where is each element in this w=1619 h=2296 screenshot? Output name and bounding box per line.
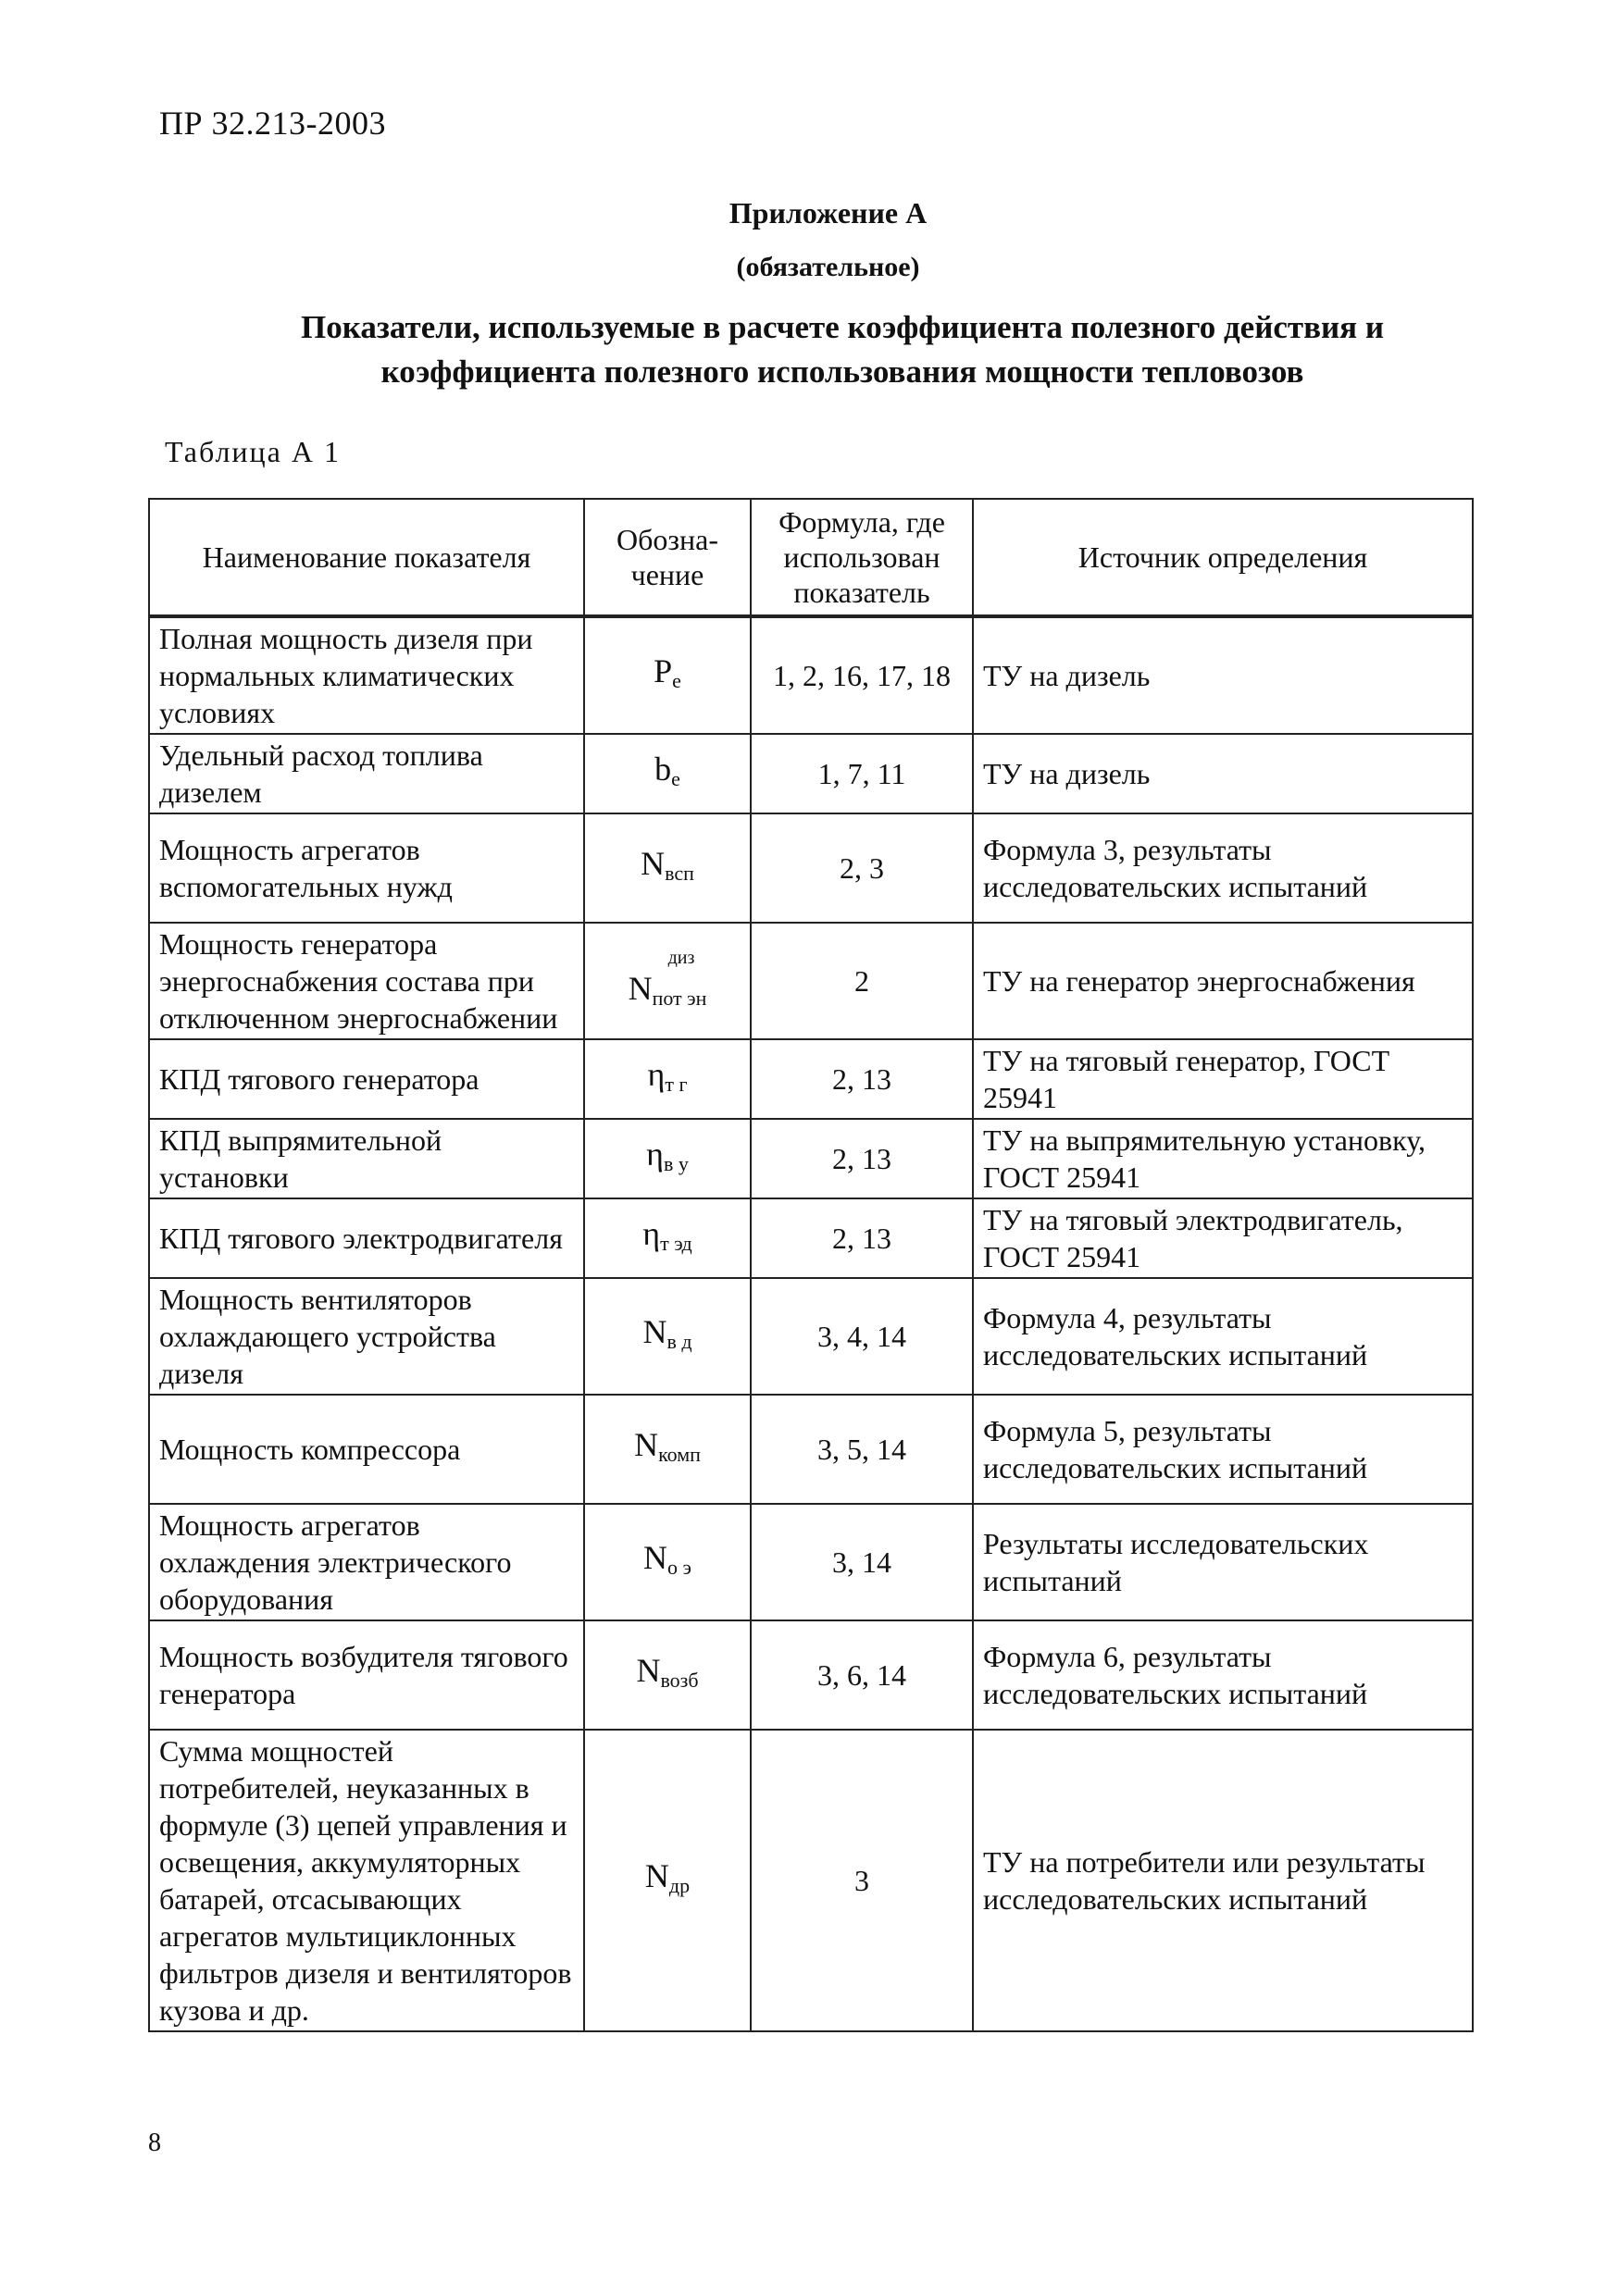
symbol-base: N — [642, 1312, 667, 1350]
symbol-base: N — [634, 1425, 659, 1463]
table-row — [149, 616, 1473, 734]
formula-refs: 3, 5, 14 — [751, 1395, 973, 1504]
symbol-base: N — [636, 1651, 661, 1689]
indicator-symbol — [584, 616, 751, 734]
indicator-name: Удельный расход топлива дизелем — [149, 734, 584, 813]
indicator-symbol — [584, 923, 751, 1039]
table-body — [149, 616, 1473, 2031]
symbol-expression — [654, 751, 680, 798]
source-definition: ТУ на тяговый генератор, ГОСТ 25941 — [973, 1039, 1473, 1119]
symbol-base: b — [654, 750, 672, 788]
source-definition: Формула 3, результаты исследовательских испытаний — [973, 813, 1473, 923]
indicator-name: Сумма мощностей потребителей, неуказанных в формуле (3) цепей управления и освещения, аккумуляторных батарей, отсасывающих агрегатов мультициклонных фильтров дизеля и вентиляторов кузова и др. — [149, 1730, 584, 2031]
symbol-subscript: т эд — [660, 1231, 692, 1255]
table-row — [149, 813, 1473, 923]
symbol-base: η — [642, 1214, 661, 1252]
symbol-expression — [634, 1426, 701, 1473]
symbol-subscript: возб — [660, 1668, 699, 1692]
symbol-subscript: в у — [663, 1151, 689, 1175]
symbol-base: N — [628, 969, 653, 1007]
table-row — [149, 1278, 1473, 1395]
symbol-expression — [642, 1215, 691, 1262]
indicator-symbol — [584, 1039, 751, 1119]
source-definition: ТУ на дизель — [973, 734, 1473, 813]
symbol-expression — [646, 1136, 689, 1183]
source-definition: ТУ на выпрямительную установку, ГОСТ 25941 — [973, 1119, 1473, 1198]
indicator-symbol — [584, 734, 751, 813]
symbol-base: P — [654, 652, 673, 689]
source-definition: Результаты исследовательских испытаний — [973, 1504, 1473, 1620]
symbol-subscript: e — [672, 668, 681, 692]
symbol-subscript: e — [671, 766, 680, 790]
formula-refs: 3, 6, 14 — [751, 1620, 973, 1730]
symbol-expression — [629, 946, 707, 1017]
table-row — [149, 923, 1473, 1039]
symbol-expression — [636, 1652, 698, 1699]
indicator-symbol — [584, 1620, 751, 1730]
symbol-subscript: всп — [665, 861, 694, 885]
formula-refs: 1, 7, 11 — [751, 734, 973, 813]
formula-refs: 2, 13 — [751, 1039, 973, 1119]
header-formula: Формула, где использован показатель — [751, 499, 973, 616]
symbol-subscript: т г — [665, 1072, 688, 1096]
indicator-name: КПД выпрямительной установки — [149, 1119, 584, 1198]
formula-refs: 2, 13 — [751, 1119, 973, 1198]
table-row — [149, 1620, 1473, 1730]
source-definition: Формула 5, результаты исследовательских испытаний — [973, 1395, 1473, 1504]
indicator-symbol — [584, 813, 751, 923]
header-symbol: Обозна-чение — [584, 499, 751, 616]
symbol-subscript: пот эн — [652, 986, 707, 1010]
indicator-symbol — [584, 1504, 751, 1620]
indicator-name: КПД тягового электродвигателя — [149, 1198, 584, 1278]
symbol-expression — [648, 1056, 688, 1103]
table-row — [149, 1039, 1473, 1119]
source-definition: ТУ на тяговый электродвигатель, ГОСТ 25941 — [973, 1198, 1473, 1278]
indicator-symbol — [584, 1278, 751, 1395]
table-row — [149, 1119, 1473, 1198]
formula-refs: 2, 3 — [751, 813, 973, 923]
symbol-expression — [643, 1539, 691, 1586]
formula-refs: 2, 13 — [751, 1198, 973, 1278]
indicator-name: Мощность генератора энергоснабжения состава при отключенном энергоснабжении — [149, 923, 584, 1039]
indicator-name: КПД тягового генератора — [149, 1039, 584, 1119]
page-number: 8 — [148, 2128, 161, 2157]
indicator-name: Мощность компрессора — [149, 1395, 584, 1504]
appendix-title: Приложение А — [729, 196, 928, 230]
symbol-base: N — [641, 844, 666, 882]
symbol-base: η — [647, 1055, 666, 1093]
appendix-status: (обязательное) — [736, 252, 920, 282]
table-row — [149, 1395, 1473, 1504]
header-name: Наименование показателя — [149, 499, 584, 616]
formula-refs: 3 — [751, 1730, 973, 2031]
table-row — [149, 1198, 1473, 1278]
source-definition: ТУ на дизель — [973, 616, 1473, 734]
indicator-symbol — [584, 1198, 751, 1278]
symbol-expression — [645, 1857, 690, 1905]
symbol-base: η — [646, 1135, 664, 1173]
formula-refs: 3, 4, 14 — [751, 1278, 973, 1395]
indicator-symbol — [584, 1119, 751, 1198]
symbol-base: N — [644, 1856, 669, 1894]
source-definition: Формула 4, результаты исследовательских испытаний — [973, 1278, 1473, 1395]
indicator-symbol — [584, 1395, 751, 1504]
symbol-subscript: о э — [667, 1555, 691, 1579]
table-caption: Таблица А 1 — [165, 435, 341, 468]
symbol-subscript: комп — [658, 1442, 701, 1466]
table-header-row — [149, 499, 1473, 616]
symbol-base: N — [643, 1538, 668, 1576]
indicator-name: Мощность возбудителя тягового генератора — [149, 1620, 584, 1730]
indicator-name: Полная мощность дизеля при нормальных климатических условиях — [149, 616, 584, 734]
header-source: Источник определения — [973, 499, 1473, 616]
indicator-name: Мощность агрегатов вспомогательных нужд — [149, 813, 584, 923]
table-row — [149, 734, 1473, 813]
indicators-table — [148, 498, 1474, 2032]
source-definition: ТУ на потребители или результаты исследовательских испытаний — [973, 1730, 1473, 2031]
formula-refs: 3, 14 — [751, 1504, 973, 1620]
symbol-subscript: др — [668, 1873, 691, 1897]
symbol-subscript: в д — [666, 1329, 692, 1353]
table-row — [149, 1504, 1473, 1620]
formula-refs: 1, 2, 16, 17, 18 — [751, 616, 973, 734]
formula-refs: 2 — [751, 923, 973, 1039]
document-code: ПР 32.213-2003 — [159, 105, 387, 142]
main-title: Показатели, используемые в расчете коэффициента полезного действия и коэффициента полезного использования мощности тепловозов — [300, 309, 1385, 390]
source-definition: Формула 6, результаты исследовательских испытаний — [973, 1620, 1473, 1730]
indicator-symbol — [584, 1730, 751, 2031]
symbol-expression — [642, 1313, 691, 1360]
symbol-expression — [654, 652, 681, 700]
indicator-name: Мощность агрегатов охлаждения электрического оборудования — [149, 1504, 584, 1620]
table-row — [149, 1730, 1473, 2031]
indicator-name: Мощность вентиляторов охлаждающего устройства дизеля — [149, 1278, 584, 1395]
symbol-superscript: диз — [667, 947, 695, 968]
symbol-expression — [641, 845, 694, 892]
source-definition: ТУ на генератор энергоснабжения — [973, 923, 1473, 1039]
